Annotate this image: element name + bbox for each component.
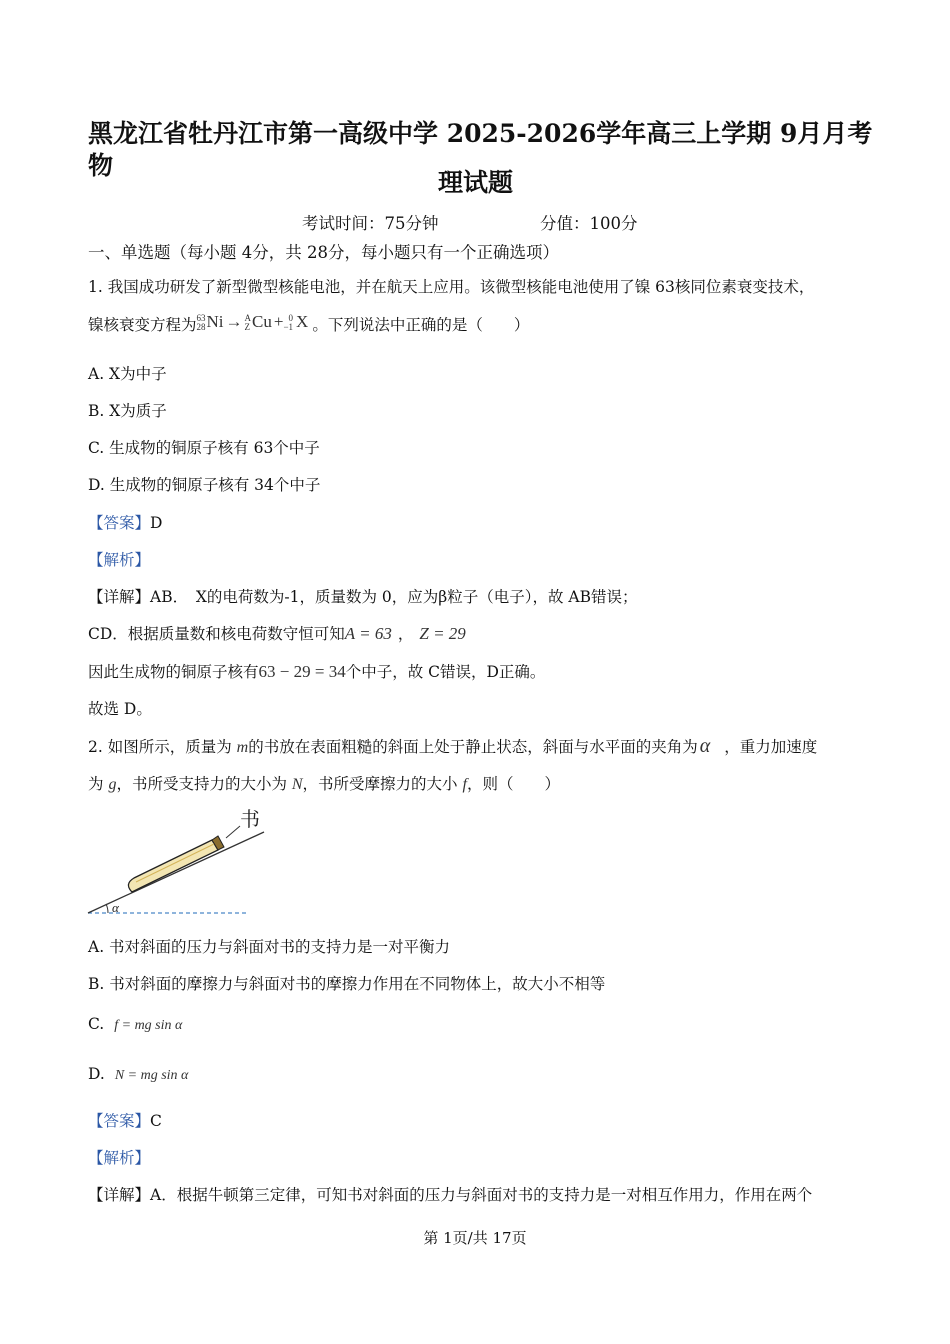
ni-symbol: Ni xyxy=(206,311,224,331)
q2-stem-line2 xyxy=(88,772,560,794)
q1-detail-line4: 故选 D。 xyxy=(88,700,152,718)
page-title-line1-wrap: 物 xyxy=(88,151,114,180)
stem-text: ，书所受摩擦力的大小 xyxy=(302,775,463,793)
stem-text: ，则（ ） xyxy=(466,775,560,793)
q2-analysis-tag: 【解析】 xyxy=(88,1149,151,1167)
q1-detail-line1 xyxy=(88,585,638,607)
stem-text: 2. 如图所示，质量为 xyxy=(88,738,237,756)
page-footer: 第 1页/共 17页 xyxy=(423,1229,527,1247)
q1-stem-line1: 1. 我国成功研发了新型微型核能电池，并在航天上应用。该微型核能电池使用了镍 63核同位素衰变技术， xyxy=(88,278,815,296)
label-pointer xyxy=(226,826,240,838)
eq-a-63: A = 63 xyxy=(344,624,392,643)
var-alpha: α xyxy=(699,735,711,757)
option-d-equation: N = mg sin α xyxy=(114,1068,189,1083)
x-mass: 0 xyxy=(288,313,294,324)
q1-option-b: B. X为质子 xyxy=(88,402,167,420)
x-symbol: X xyxy=(296,311,309,331)
q1-detail-line3 xyxy=(88,660,545,682)
q1-analysis-tag: 【解析】 xyxy=(88,551,151,569)
detail-tag: 【详解】 xyxy=(88,1186,151,1204)
q2-option-b: B. 书对斜面的摩擦力与斜面对书的摩擦力作用在不同物体上，故大小不相等 xyxy=(88,975,606,993)
q2-option-a: A. 书对斜面的压力与斜面对书的支持力是一对平衡力 xyxy=(88,938,451,956)
eq-z-29: Z = 29 xyxy=(419,624,466,643)
q2-detail-line1 xyxy=(88,1183,812,1205)
exam-time: 考试时间：75分钟 xyxy=(302,214,439,233)
separator: ， xyxy=(397,625,414,643)
page-title-line1: 黑龙江省牡丹江市第一高级中学 2025-2026学年高三上学期 9月月考 xyxy=(88,119,873,148)
option-label: D. xyxy=(88,1065,105,1083)
answer-value: D xyxy=(150,514,163,532)
stem-text: ，重力加速度 xyxy=(724,738,818,756)
q1-option-c: C. 生成物的铜原子核有 63个中子 xyxy=(88,439,320,457)
x-charge: −1 xyxy=(283,322,294,333)
angle-label: α xyxy=(112,900,119,915)
detail-text: CD．根据质量数和核电荷数守恒可知 xyxy=(88,625,345,643)
q2-option-c xyxy=(88,1015,182,1034)
stem-text: 为 xyxy=(88,775,109,793)
detail-text: AB． X的电荷数为-1，质量数为 0，应为β粒子（电子），故 AB错误； xyxy=(150,588,638,606)
detail-tag: 【详解】 xyxy=(88,588,151,606)
detail-text: 个中子，故 C错误，D正确。 xyxy=(345,663,546,681)
answer-value: C xyxy=(150,1112,162,1130)
exam-score: 分值：100分 xyxy=(540,214,638,233)
cu-charge: Z xyxy=(244,322,251,333)
cu-symbol: Cu xyxy=(252,311,272,331)
book-label: 书 xyxy=(240,807,260,831)
q1-stem-suffix: 。下列说法中正确的是（ ） xyxy=(312,316,530,334)
q1-decay-equation xyxy=(197,312,309,332)
q1-answer xyxy=(88,511,162,533)
stem-text: ，书所受支持力的大小为 xyxy=(116,775,292,793)
answer-tag: 【答案】 xyxy=(88,1112,151,1130)
q2-stem-line1 xyxy=(88,735,817,758)
q2-answer xyxy=(88,1109,162,1131)
q1-stem-prefix: 镍核衰变方程为 xyxy=(88,316,197,334)
q1-stem-line2 xyxy=(88,313,529,336)
q1-option-a: A. X为中子 xyxy=(88,365,167,383)
angle-arc xyxy=(106,904,108,913)
section-heading: 一、单选题（每小题 4分，共 28分，每小题只有一个正确选项） xyxy=(88,243,559,262)
plus: + xyxy=(273,311,284,331)
stem-text: 的书放在表面粗糙的斜面上处于静止状态，斜面与水平面的夹角为 xyxy=(248,738,698,756)
detail-text: 因此生成物的铜原子核有 xyxy=(88,663,259,681)
option-c-equation: f = mg sin α xyxy=(114,1018,183,1033)
var-n: N xyxy=(291,776,303,793)
cu-mass: A xyxy=(244,313,252,324)
ni-charge: 28 xyxy=(196,322,206,333)
page-title-line2: 理试题 xyxy=(438,168,514,197)
var-f: f xyxy=(462,776,467,793)
arrow: → xyxy=(225,311,243,331)
q1-option-d: D. 生成物的铜原子核有 34个中子 xyxy=(88,476,321,494)
option-label: C. xyxy=(88,1015,105,1033)
ni-mass: 63 xyxy=(196,313,206,324)
book-shape xyxy=(128,836,224,892)
detail-text: A．根据牛顿第三定律，可知书对斜面的压力与斜面对书的支持力是一对相互作用力，作用在两个 xyxy=(150,1186,813,1204)
q1-detail-line2 xyxy=(88,622,466,644)
answer-tag: 【答案】 xyxy=(88,514,151,532)
eq-neutrons: 63 − 29 = 34 xyxy=(258,662,346,681)
incline-figure xyxy=(84,800,274,920)
q2-option-d xyxy=(88,1065,188,1084)
var-g: g xyxy=(108,776,117,793)
var-m: m xyxy=(236,739,249,756)
